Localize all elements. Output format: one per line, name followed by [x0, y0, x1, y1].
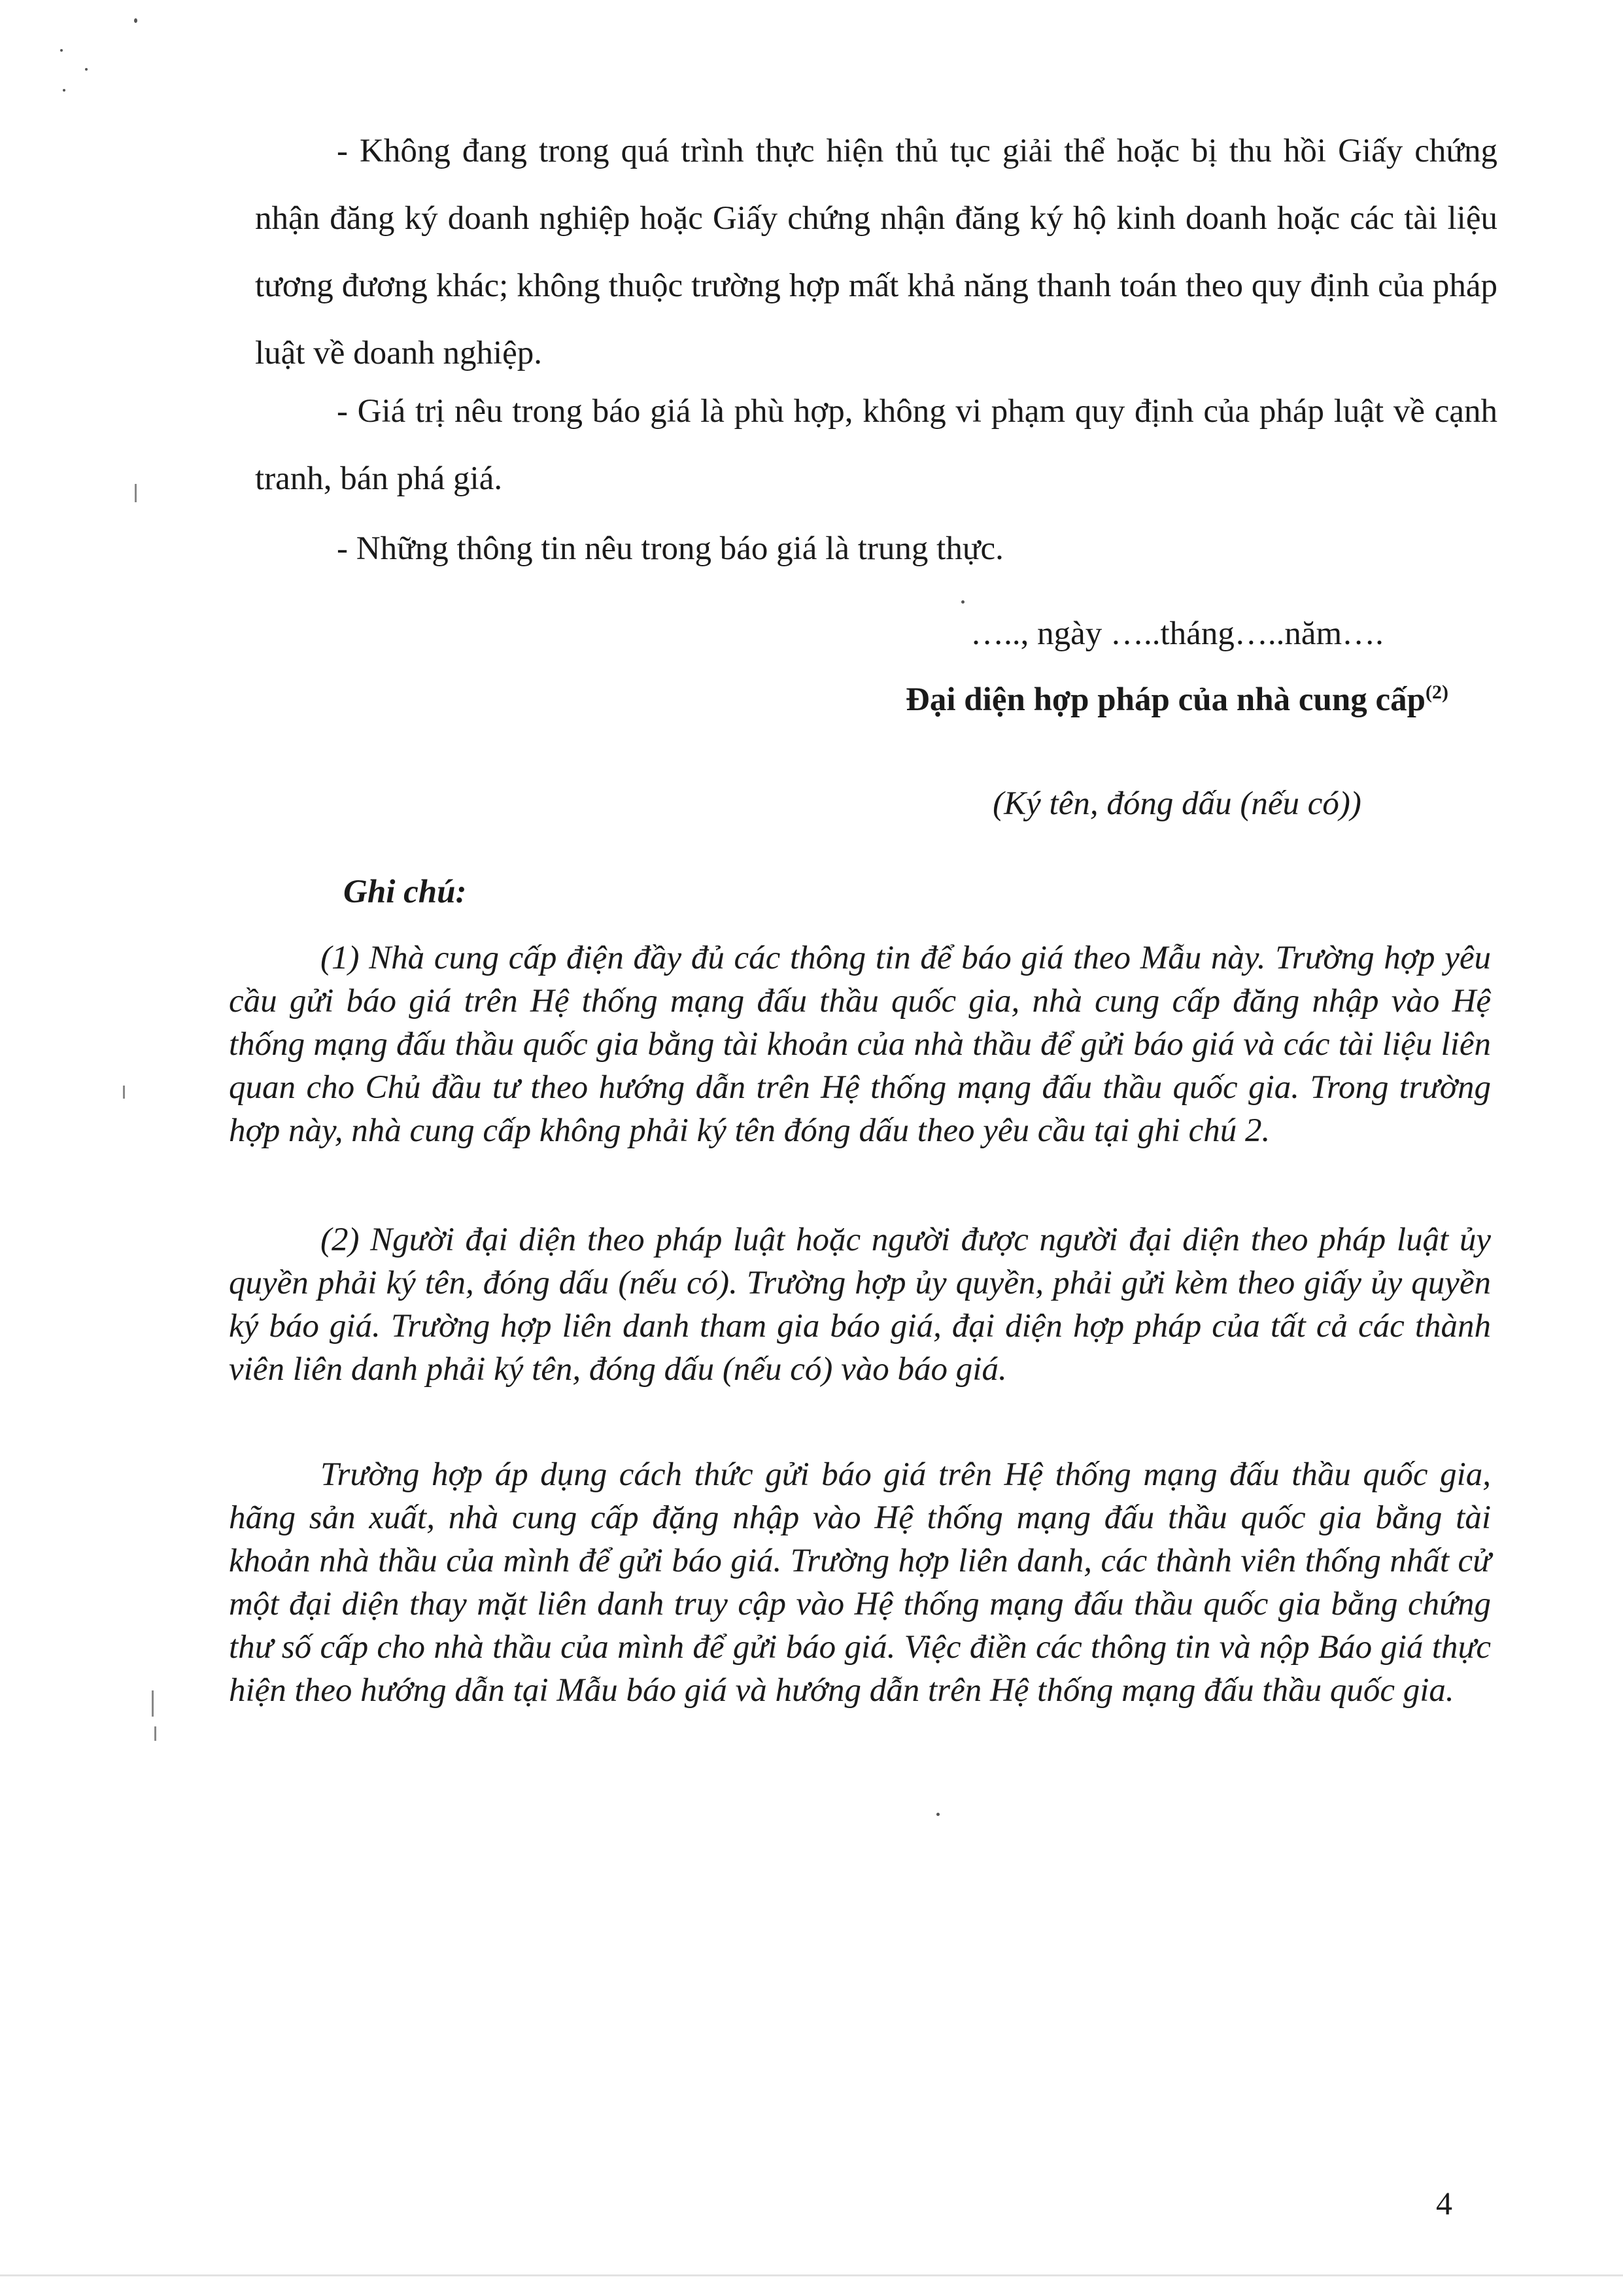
note-item-2: (2) Người đại diện theo pháp luật hoặc người được người đại diện theo pháp luật ủy quyền phải ký tên, đóng dấu (nếu có). Trường hợp ủy quyền, phải gửi kèm theo giấy ủy quyền ký báo giá. Trường hợp liên danh tham gia báo giá, đại diện hợp pháp của tất cả các thành viên liên danh phải ký tên, đóng dấu (nếu có) vào báo giá.: [229, 1222, 1491, 1388]
note-item-3: Trường hợp áp dụng cách thức gửi báo giá trên Hệ thống mạng đấu thầu quốc gia, hãng sản xuất, nhà cung cấp đặng nhập vào Hệ thống mạng đấu thầu quốc gia bằng tài khoản nhà thầu của mình để gửi báo giá. Trường hợp liên danh, các thành viên thống nhất cử một đại diện thay mặt liên danh truy cập vào Hệ thống mạng đấu thầu quốc gia bằng chứng thư số cấp cho nhà thầu của mình để gửi báo giá. Việc điền các thông tin và nộp Báo giá thực hiện theo hướng dẫn tại Mẫu báo giá và hướng dẫn trên Hệ thống mạng đấu thầu quốc gia.: [229, 1456, 1491, 1709]
scan-speck: [63, 89, 65, 92]
signature-title: [889, 677, 1465, 723]
note-item-1: (1) Nhà cung cấp điện đầy đủ các thông tin để báo giá theo Mẫu này. Trường hợp yêu cầu gửi báo giá trên Hệ thống mạng đấu thầu quốc gia, nhà cung cấp đăng nhập vào Hệ thống mạng đấu thầu quốc gia bằng tài khoản của nhà thầu để gửi báo giá và các tài liệu liên quan cho Chủ đầu tư theo hướng dẫn trên Hệ thống mạng đấu thầu quốc gia. Trong trường hợp này, nhà cung cấp không phải ký tên đóng dấu theo yêu cầu tại ghi chú 2.: [229, 940, 1491, 1149]
body-paragraph-2: - Giá trị nêu trong báo giá là phù hợp, không vi phạm quy định của pháp luật về cạnh tranh, bán phá giá.: [255, 393, 1497, 497]
signature-title-text: Đại diện hợp pháp của nhà cung cấp: [906, 681, 1426, 718]
scan-speck: [961, 600, 965, 604]
scan-mark: [123, 1086, 125, 1099]
body-paragraph-3: - Những thông tin nêu trong báo giá là trung thực.: [337, 530, 1004, 567]
signature-date-line: ….., ngày …..tháng…..năm….: [970, 615, 1384, 652]
scan-edge-line: [0, 2274, 1623, 2276]
scan-mark: [154, 1726, 156, 1741]
scan-speck: [936, 1813, 940, 1816]
scan-speck: [85, 68, 88, 71]
signature-note: (Ký tên, đóng dấu (nếu có)): [993, 785, 1361, 822]
notes-heading: Ghi chú:: [343, 874, 467, 910]
scan-speck: [60, 49, 63, 52]
signature-title-footnote: (2): [1425, 681, 1448, 703]
page-number: 4: [1436, 2185, 1452, 2221]
scan-mark: [152, 1690, 154, 1717]
scan-speck: [134, 18, 137, 23]
scan-mark: [135, 484, 137, 502]
body-paragraph-1: - Không đang trong quá trình thực hiện thủ tục giải thể hoặc bị thu hồi Giấy chứng nhận đăng ký doanh nghiệp hoặc Giấy chứng nhận đăng ký hộ kinh doanh hoặc các tài liệu tương đương khác; không thuộc trường hợp mất khả năng thanh toán theo quy định của pháp luật về doanh nghiệp.: [255, 133, 1497, 371]
